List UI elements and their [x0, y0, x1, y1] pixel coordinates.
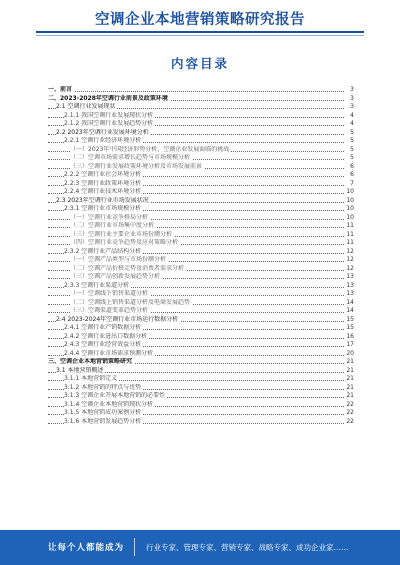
toc-entry-label: 2.4.1 空调行业产销数据分析 — [64, 324, 142, 331]
toc-entry-label: （二）空调行业市场集中度分析 — [70, 222, 155, 229]
toc-entry[interactable] — [48, 341, 354, 350]
toc-entry-page: 20 — [346, 349, 354, 357]
toc-entry-page: 7 — [350, 179, 354, 187]
toc-entry-page: 22 — [346, 400, 354, 408]
toc-entry-page: 11 — [346, 222, 354, 229]
toc-entry[interactable] — [48, 367, 354, 376]
toc-entry[interactable] — [48, 316, 354, 325]
toc-entry[interactable] — [48, 205, 354, 214]
toc-entry-label: 2.2.1 空调行业经济环境分析 — [64, 137, 142, 144]
toc-entry[interactable] — [48, 129, 354, 138]
toc-entry[interactable] — [48, 239, 354, 248]
toc-entry-label: （二）空调市场需求增长趋势与市场规模分析 — [70, 154, 191, 161]
toc-entry[interactable] — [48, 188, 354, 197]
header-divider — [36, 31, 364, 33]
toc-entry-label: （二）空调产品价格走势及消费者需求分析 — [70, 264, 185, 272]
footer-separator — [134, 538, 135, 556]
toc-entry[interactable] — [48, 112, 354, 121]
footer-slogan: 让每个人都能成为 — [48, 543, 125, 553]
toc-entry-label: 二、2023-2028年空调行业前景及政策环境 — [48, 94, 168, 102]
toc-entry-label: （一）空调线下销售渠道分析 — [70, 290, 149, 297]
toc-entry-label: 2.1.1 我国空调行业发展现状分析 — [64, 111, 154, 119]
toc-entry[interactable] — [48, 95, 354, 104]
toc-entry[interactable] — [48, 146, 354, 155]
toc-entry[interactable] — [48, 103, 354, 112]
toc-entry[interactable] — [48, 375, 354, 384]
toc-entry[interactable] — [48, 248, 354, 257]
toc-entry-page: 13 — [346, 281, 354, 289]
toc-entry[interactable] — [48, 163, 354, 172]
header-divider-thin — [36, 35, 364, 36]
toc-entry[interactable] — [48, 418, 354, 427]
toc-entry-label: 三、空调企业本地营销策略研究 — [48, 358, 133, 365]
toc-entry-page: 13 — [346, 290, 354, 297]
toc-entry-page: 3 — [350, 94, 354, 102]
toc-entry-label: 2.3.3 空调行业渠道分析 — [64, 281, 130, 289]
toc-entry[interactable] — [48, 409, 354, 418]
toc-entry[interactable] — [48, 290, 354, 299]
toc-entry[interactable] — [48, 231, 354, 240]
toc-entry[interactable] — [48, 256, 354, 265]
footer-tagline: 行业专家、管理专家、营销专家、战略专家、成功企业家…… — [146, 543, 349, 552]
toc-entry-page: 5 — [350, 154, 354, 161]
toc-entry[interactable] — [48, 324, 354, 333]
toc-entry[interactable] — [48, 120, 354, 129]
report-title: 空调企业本地营销策略研究报告 — [95, 12, 305, 28]
toc-entry-page: 6 — [350, 162, 354, 170]
toc-entry-page: 21 — [346, 375, 354, 382]
toc-entry-page: 21 — [346, 392, 354, 399]
toc-entry-label: （二）空调线上销售渠道分析及电商发展趋势 — [70, 298, 191, 306]
toc-entry-label: 3.1 本地营销概述 — [56, 366, 104, 374]
toc-entry-page: 12 — [346, 247, 354, 255]
toc-entry-page: 15 — [346, 324, 354, 331]
toc-entry-label: 3.1.2 本地营销的特点与优势 — [64, 383, 142, 391]
toc-entry[interactable] — [48, 214, 354, 223]
toc-entry[interactable] — [48, 392, 354, 401]
toc-entry-label: 2.4.4 空调行业市场需求预测分析 — [64, 349, 154, 357]
toc-entry-label: （四）空调行业竞争趋势及应对策略分析 — [70, 239, 179, 246]
toc-entry[interactable] — [48, 154, 354, 163]
toc-entry[interactable] — [48, 265, 354, 274]
toc-entry-page: 10 — [346, 213, 354, 221]
toc-entry-page: 17 — [346, 341, 354, 348]
toc-entry[interactable] — [48, 307, 354, 316]
toc-entry[interactable] — [48, 197, 354, 206]
toc-entry-label: 2.4.3 空调行业经营效益分析 — [64, 341, 142, 348]
toc-entry-page: 5 — [350, 128, 354, 136]
toc-entry-label: 2.2.2 空调行业社会环境分析 — [64, 171, 142, 178]
toc-entry[interactable] — [48, 282, 354, 291]
toc-entry-page: 22 — [346, 417, 354, 425]
toc-entry-label: 3.1.1 本地营销定义 — [64, 375, 118, 382]
toc-heading: 内容目录 — [170, 56, 229, 71]
toc-entry-page: 10 — [346, 205, 354, 212]
footer-banner — [0, 530, 400, 565]
toc-entry-page: 5 — [350, 145, 354, 153]
toc-entry-label: （三）空调产品创新发展趋势分析 — [70, 273, 161, 280]
toc-entry-label: 2.1 空调行业发展现状 — [56, 103, 116, 110]
toc-entry-page: 11 — [346, 230, 354, 238]
toc-entry-page: 15 — [346, 315, 354, 323]
table-of-contents — [48, 86, 354, 426]
toc-entry-page: 3 — [350, 103, 354, 110]
toc-entry[interactable] — [48, 333, 354, 342]
toc-entry-page: 16 — [346, 332, 354, 340]
toc-entry-label: 一、前言 — [48, 86, 73, 93]
toc-entry-page: 13 — [346, 273, 354, 280]
toc-entry-page: 6 — [350, 171, 354, 178]
toc-entry-label: 2.4 2023-2024年空调行业市场运行数据分析 — [56, 315, 179, 323]
toc-entry-label: 2.4.2 空调行业进出口数据分析 — [64, 332, 148, 340]
toc-entry-label: 3.1.3 空调企业开展本地营销的必要性 — [64, 392, 166, 399]
toc-entry[interactable] — [48, 137, 354, 146]
toc-entry-label: 2.2.4 空调行业技术环境分析 — [64, 188, 142, 195]
toc-entry-label: 2.3.1 空调行业市场规模分析 — [64, 205, 142, 212]
toc-entry[interactable] — [48, 180, 354, 189]
toc-entry-label: 2.3.2 空调行业产品结构分析 — [64, 247, 142, 255]
toc-entry-label: 2.1.2 我国空调行业发展趋势分析 — [64, 120, 154, 127]
toc-entry-page: 11 — [346, 239, 354, 246]
toc-entry-label: （一）空调产品类型与市场份额分析 — [70, 256, 167, 263]
toc-entry-page: 3 — [350, 86, 354, 93]
toc-entry[interactable] — [48, 401, 354, 410]
toc-entry-label: 2.2 2023年空调行业发展环境分析 — [56, 128, 149, 136]
toc-entry[interactable] — [48, 86, 354, 95]
toc-entry-label: 2.3 2023年空调行业市场发展状况 — [56, 196, 149, 204]
toc-entry-page: 14 — [346, 298, 354, 306]
toc-entry[interactable] — [48, 171, 354, 180]
toc-entry-page: 22 — [346, 409, 354, 416]
toc-entry-page: 5 — [350, 137, 354, 144]
toc-entry[interactable] — [48, 273, 354, 282]
toc-leader-dots — [48, 91, 344, 92]
toc-entry-label: （三）空调渠道变革趋势分析 — [70, 307, 149, 314]
toc-entry-label: （三）空调行业发展政策环境分析及市场发展前景 — [70, 162, 203, 170]
toc-entry-page: 21 — [346, 358, 354, 365]
toc-entry-page: 21 — [346, 383, 354, 391]
toc-entry-page: 14 — [346, 307, 354, 314]
toc-entry-label: （一）2023年中国经济形势分析，空调企业发展面临的挑战 — [70, 145, 230, 153]
toc-entry-page: 4 — [350, 111, 354, 119]
toc-entry-page: 4 — [350, 120, 354, 127]
toc-entry[interactable] — [48, 384, 354, 393]
toc-entry-page: 12 — [346, 256, 354, 263]
toc-entry-page: 12 — [346, 264, 354, 272]
toc-entry[interactable] — [48, 299, 354, 308]
toc-entry-label: 2.2.3 空调行业政策环境分析 — [64, 179, 142, 187]
toc-entry[interactable] — [48, 222, 354, 231]
toc-entry[interactable] — [48, 350, 354, 359]
toc-entry-label: 3.1.6 本地营销发展趋势分析 — [64, 417, 142, 425]
toc-entry-page: 10 — [346, 196, 354, 204]
toc-entry-page: 21 — [346, 366, 354, 374]
toc-entry-label: （三）空调行业主要企业市场份额分析 — [70, 230, 173, 238]
toc-entry-label: 3.1.4 空调企业本地营销现状分析 — [64, 400, 154, 408]
toc-entry-label: （一）空调行业竞争格局分析 — [70, 213, 149, 221]
toc-entry-label: 3.1.5 本地营销成功案例分析 — [64, 409, 142, 416]
toc-entry[interactable] — [48, 358, 354, 367]
toc-entry-page: 10 — [346, 188, 354, 195]
